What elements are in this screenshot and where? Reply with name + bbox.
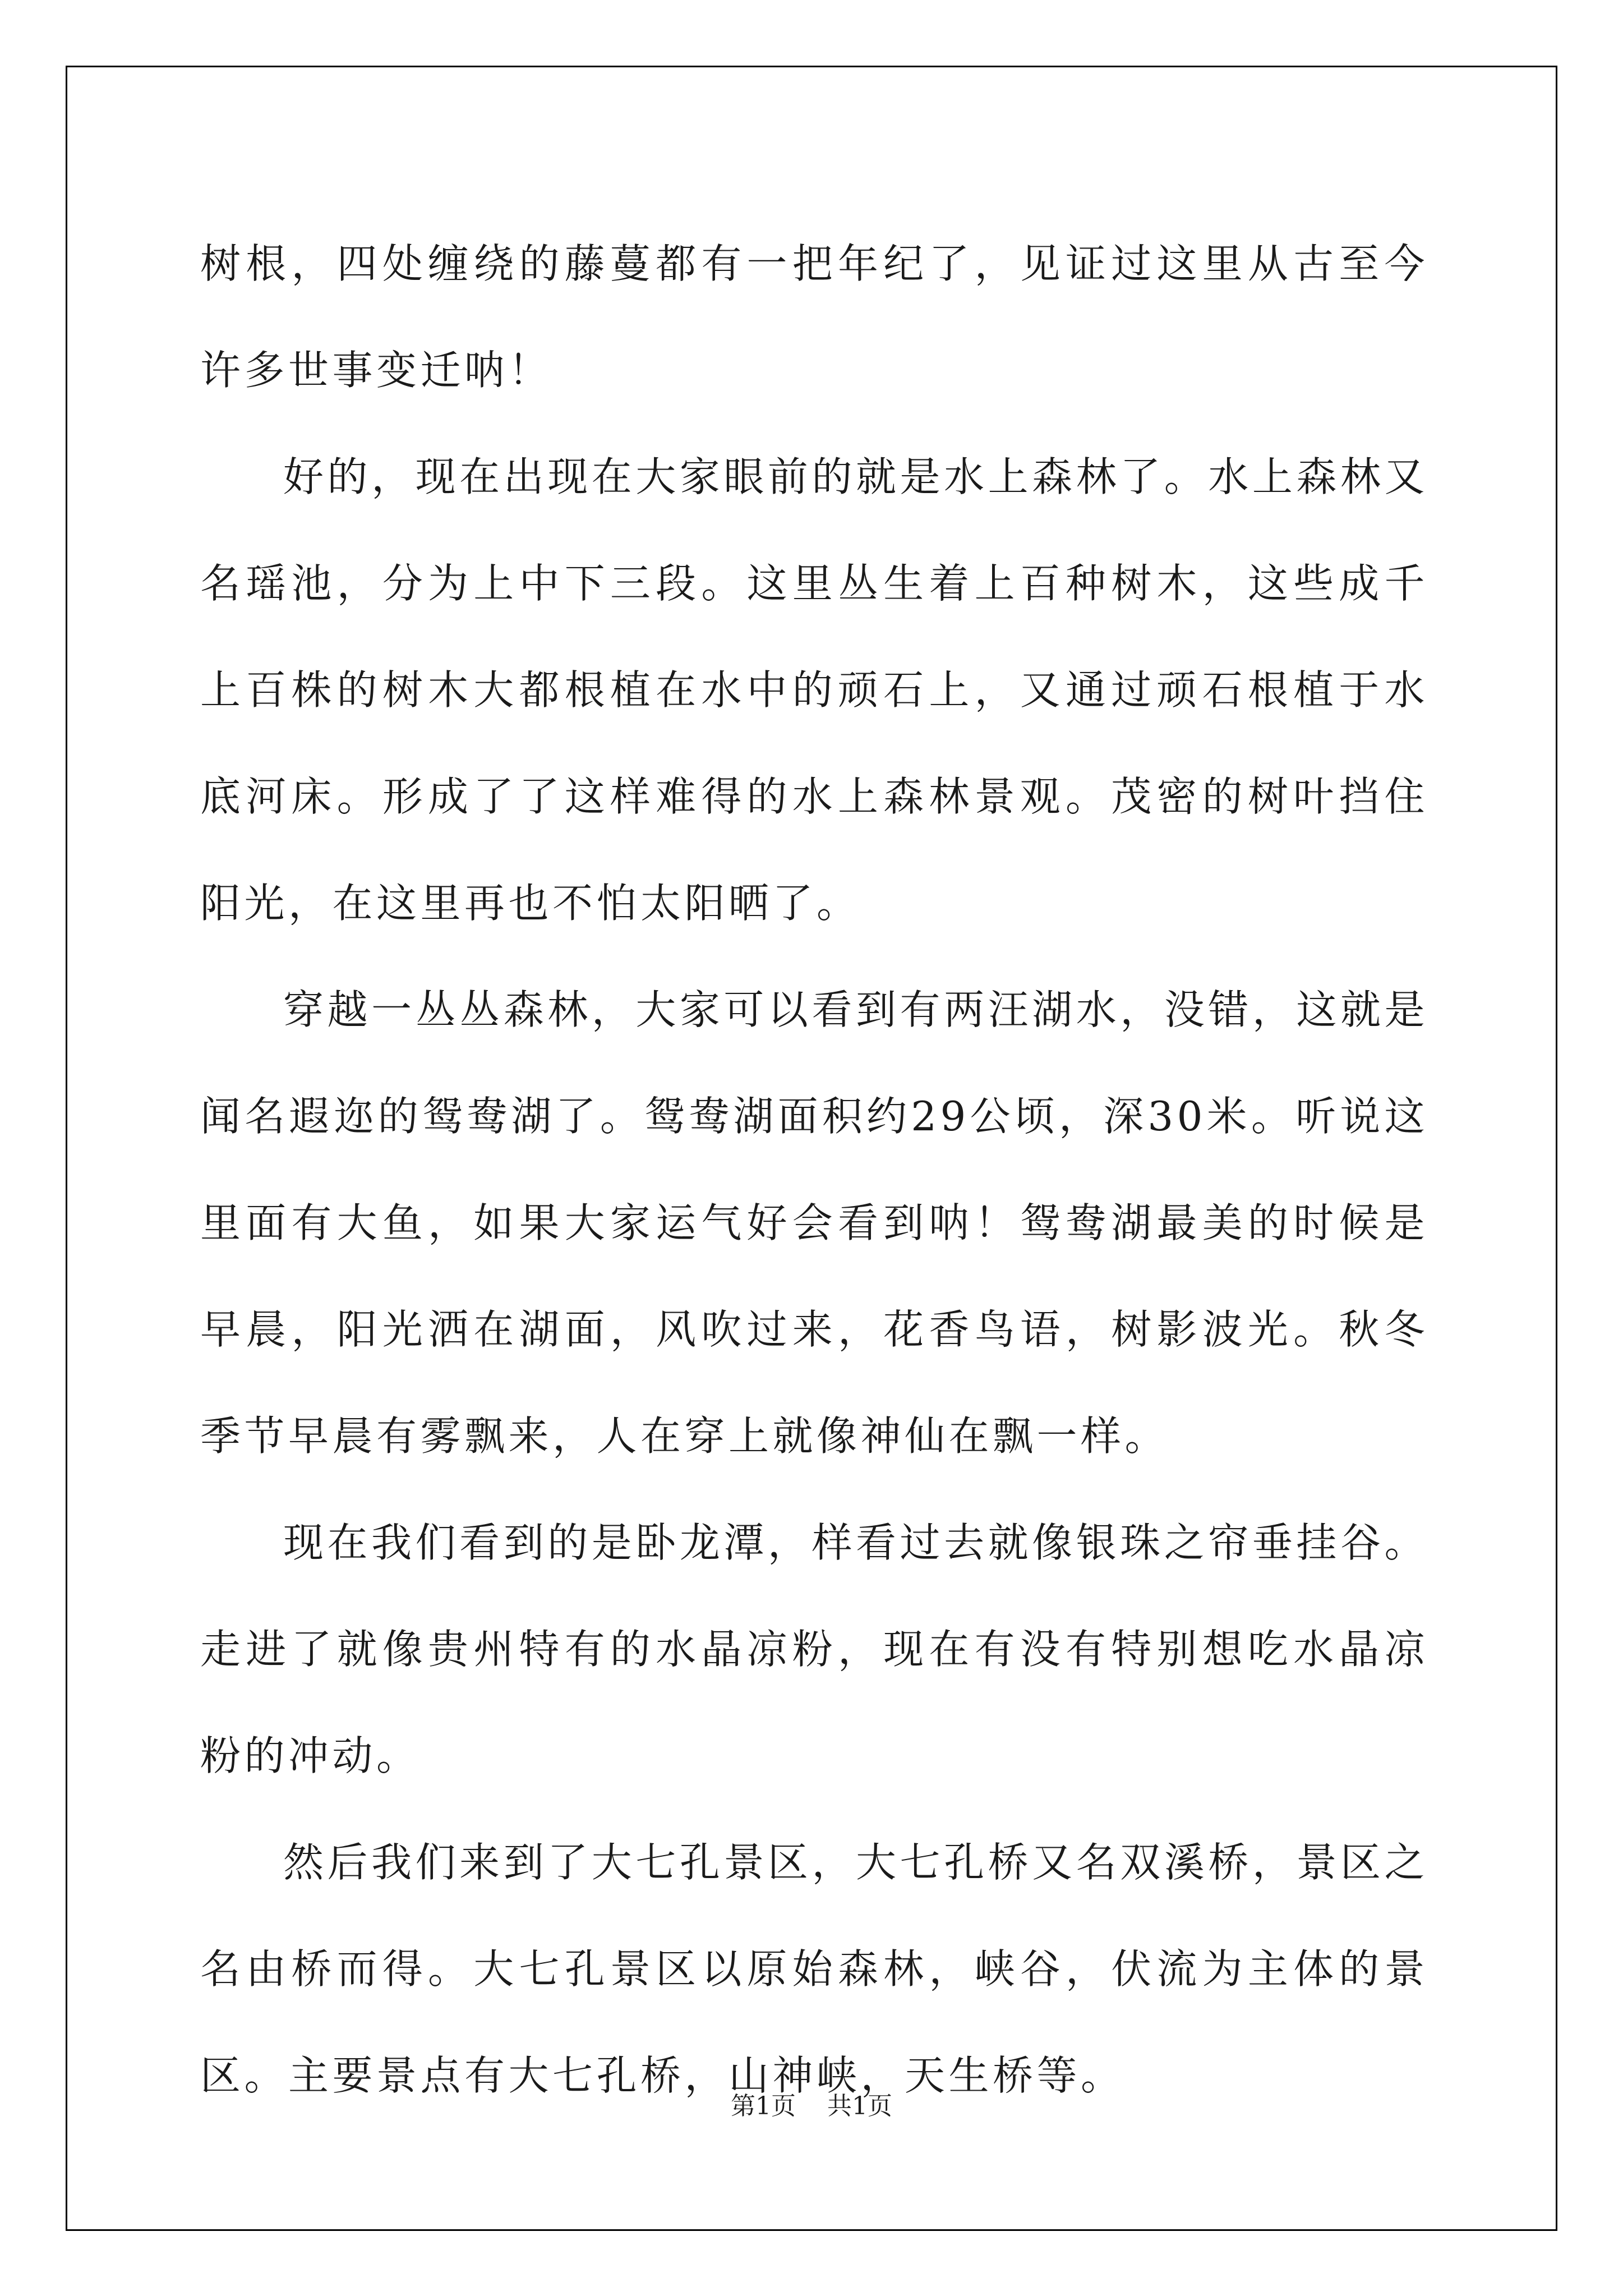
paragraph-3: 穿越一丛丛森林，大家可以看到有两汪湖水，没错，这就是闻名遐迩的鸳鸯湖了。鸳鸯湖面积约29公顷，深30米。听说这里面有大鱼，如果大家运气好会看到呐！鸳鸯湖最美的时候是早晨，阳光洒在湖面，风吹过来，花香鸟语，树影波光。秋冬季节早晨有雾飘来，人在穿上就像神仙在飘一样。 [200,986,1428,1460]
document-body [200,210,1428,2129]
paragraph-5: 然后我们来到了大七孔景区，大七孔桥又名双溪桥，景区之名由桥而得。大七孔景区以原始森林，峡谷，伏流为主体的景区。主要景点有大七孔桥，山神峡，天生桥等。 [200,1839,1428,2099]
paragraph-2: 好的，现在出现在大家眼前的就是水上森林了。水上森林又名瑶池，分为上中下三段。这里丛生着上百种树木，这些成千上百株的树木大都根植在水中的顽石上，又通过顽石根植于水底河床。形成了了这样难得的水上森林景观。茂密的树叶挡住阳光，在这里再也不怕太阳晒了。 [200,453,1428,927]
page-number: 第1页 [731,2092,796,2120]
paragraph-4: 现在我们看到的是卧龙潭，样看过去就像银珠之帘垂挂谷。走进了就像贵州特有的水晶凉粉，现在有没有特别想吃水晶凉粉的冲动。 [200,1519,1428,1779]
page-footer [0,2090,1623,2123]
paragraph-1: 树根，四处缠绕的藤蔓都有一把年纪了，见证过这里从古至今许多世事变迁呐！ [200,240,1428,394]
page-total: 共1页 [827,2092,892,2120]
